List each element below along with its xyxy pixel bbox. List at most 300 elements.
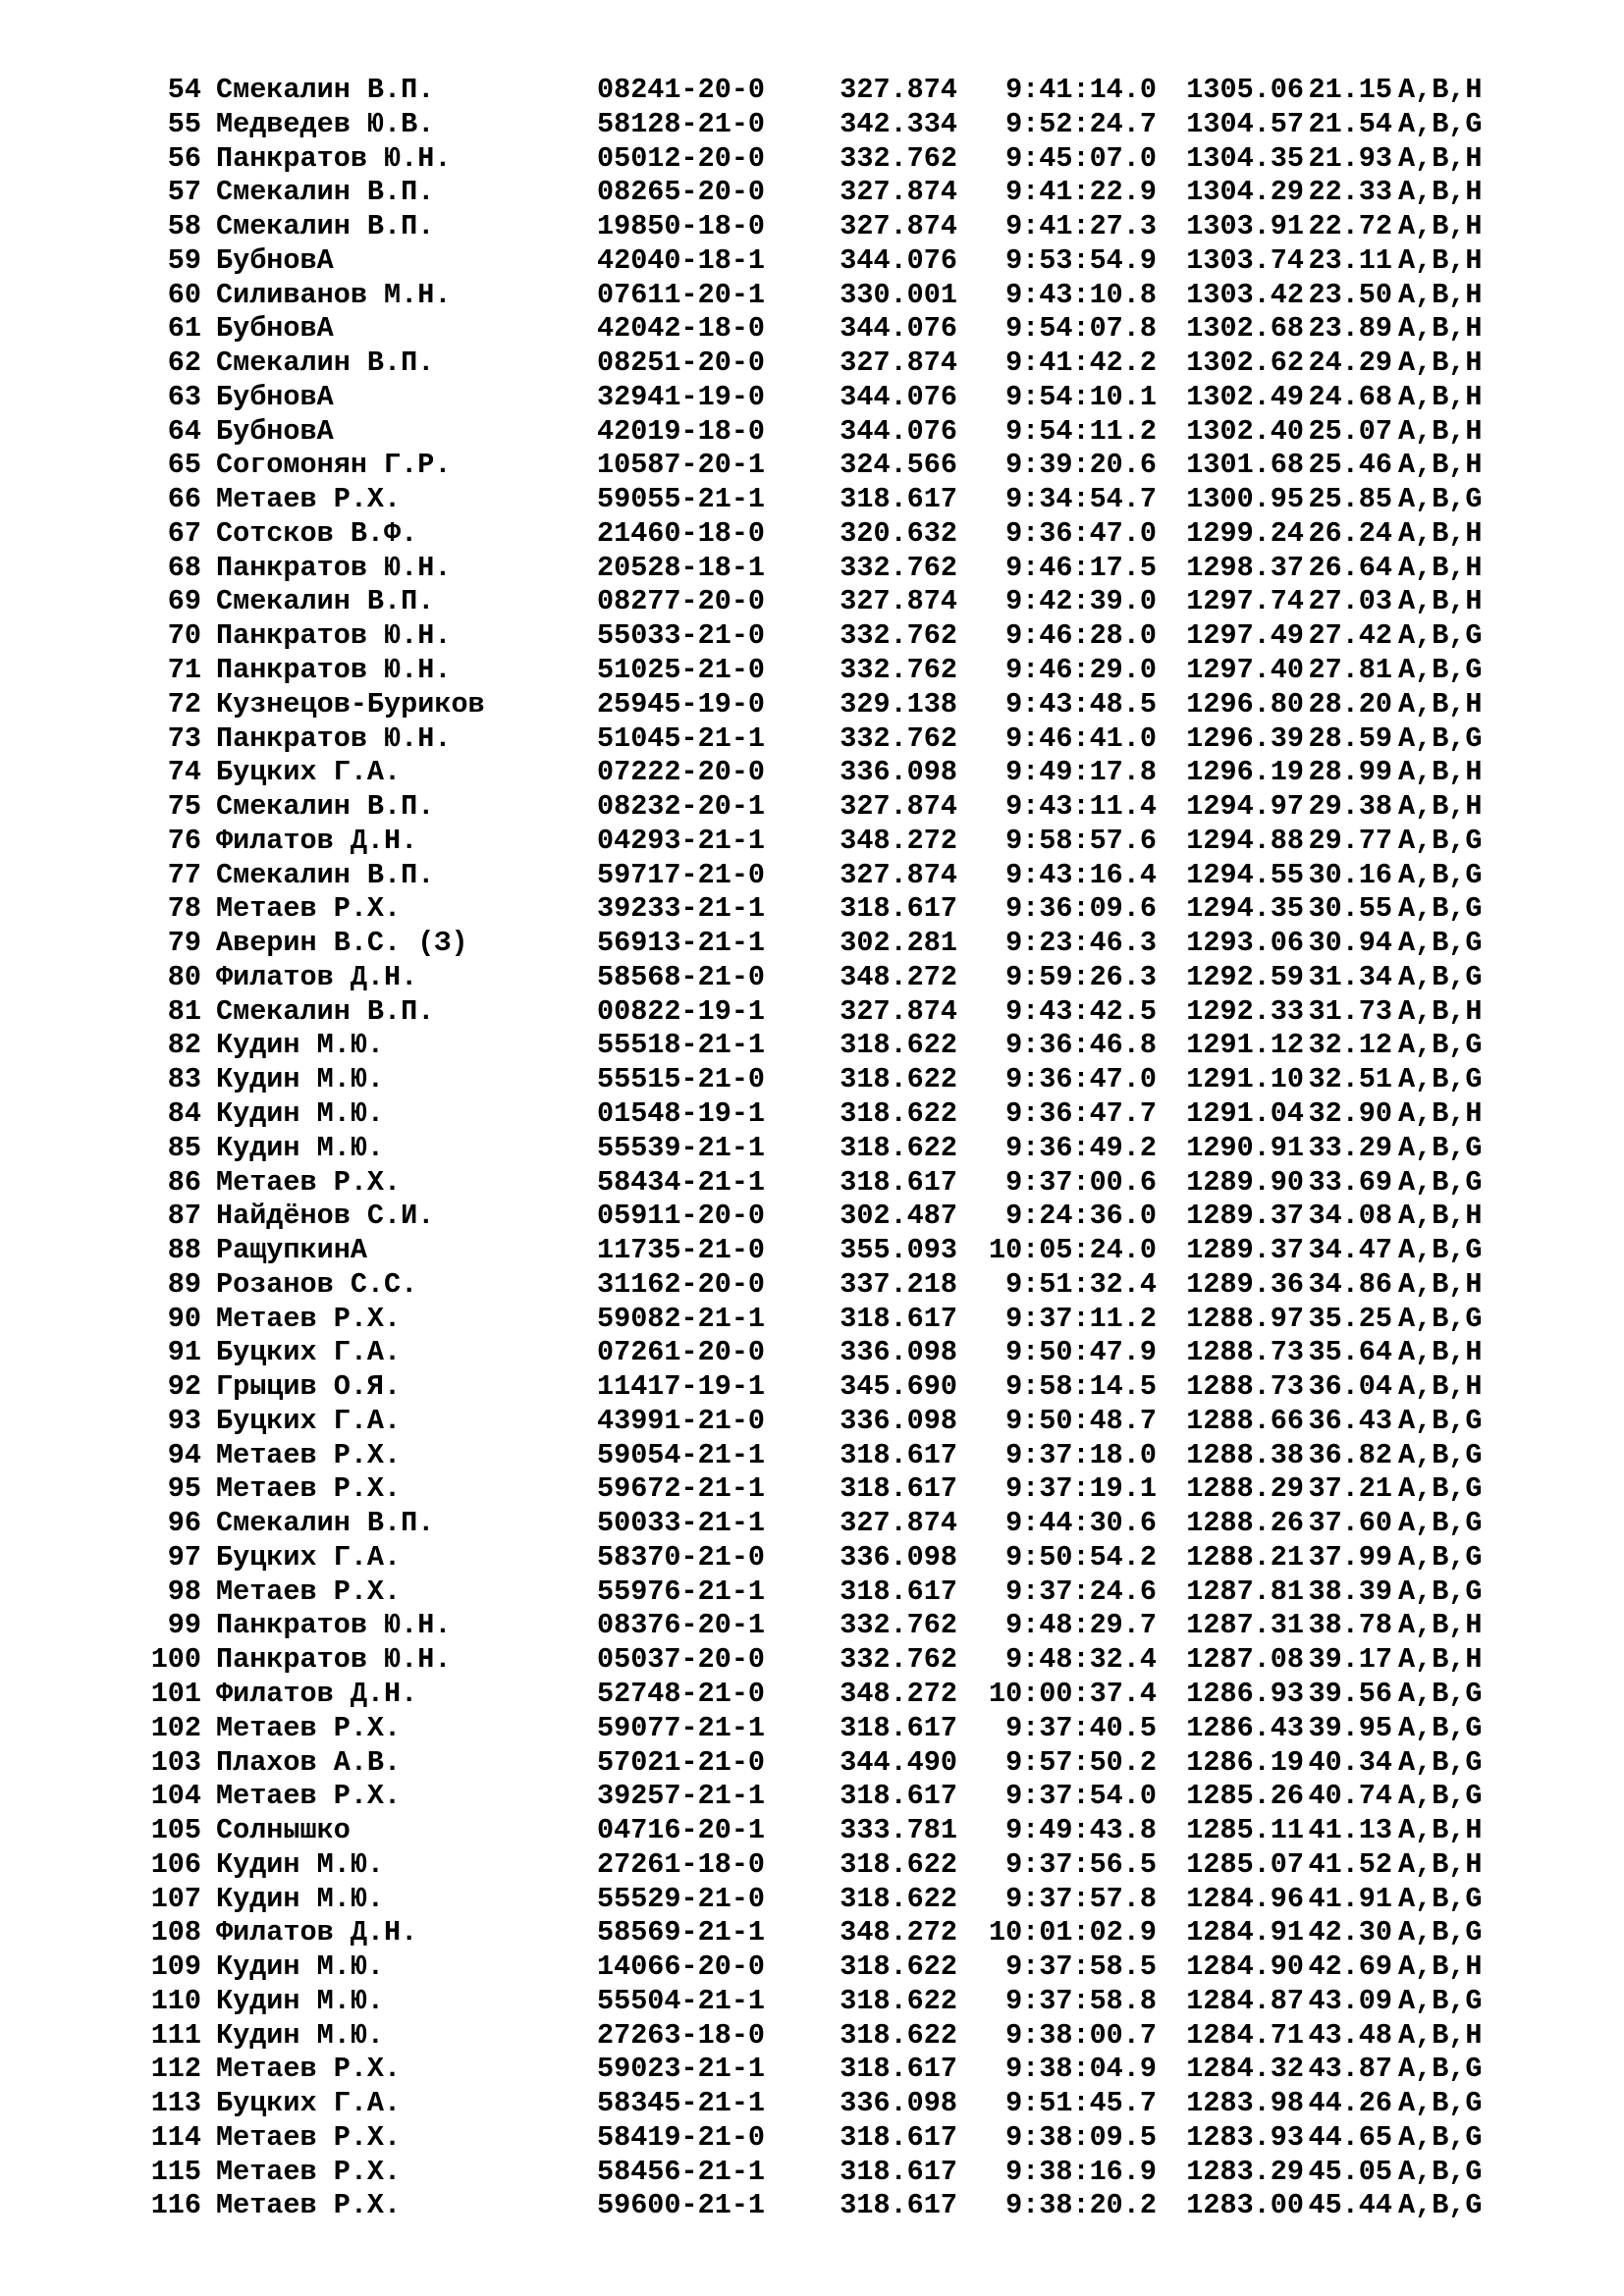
speed-cell: 1299.24 — [1186, 516, 1304, 550]
coefficient-cell: 31.34 — [1308, 960, 1392, 993]
fancier-name-cell: Панкратов Ю.Н. — [216, 141, 452, 175]
fancier-name-cell: Метаев Р.Х. — [216, 2189, 402, 2222]
place-cell: 89 — [167, 1267, 201, 1301]
speed-cell: 1291.12 — [1186, 1029, 1304, 1062]
place-cell: 54 — [167, 74, 201, 106]
distance-cell: 318.622 — [839, 1029, 957, 1062]
table-row — [0, 1814, 1624, 1848]
distance-cell: 329.138 — [839, 687, 957, 721]
place-cell: 95 — [167, 1472, 201, 1506]
table-row — [0, 654, 1624, 688]
place-cell: 57 — [167, 176, 201, 209]
speed-cell: 1300.95 — [1186, 483, 1304, 516]
speed-cell: 1297.74 — [1186, 585, 1304, 618]
speed-cell: 1302.49 — [1186, 380, 1304, 413]
coefficient-cell: 43.87 — [1308, 2053, 1392, 2086]
ring-number-cell: 42040-18-1 — [597, 243, 766, 277]
place-cell: 90 — [167, 1302, 201, 1335]
groups-cell: A,B,H — [1398, 176, 1483, 209]
speed-cell: 1304.57 — [1186, 107, 1304, 140]
distance-cell: 332.762 — [839, 721, 957, 755]
distance-cell: 327.874 — [839, 74, 957, 106]
table-row — [0, 2156, 1624, 2190]
arrival-time-cell: 10:05:24.0 — [988, 1234, 1157, 1267]
ring-number-cell: 39257-21-1 — [597, 1780, 766, 1813]
fancier-name-cell: Плахов А.В. — [216, 1745, 402, 1779]
fancier-name-cell: Смекалин В.П. — [216, 210, 435, 243]
distance-cell: 318.622 — [839, 1096, 957, 1130]
fancier-name-cell: Смекалин В.П. — [216, 858, 435, 891]
table-row — [0, 244, 1624, 279]
arrival-time-cell: 9:37:24.6 — [1005, 1575, 1157, 1608]
distance-cell: 302.487 — [839, 1200, 957, 1233]
coefficient-cell: 42.69 — [1308, 1950, 1392, 1984]
fancier-name-cell: Кудин М.Ю. — [216, 1847, 385, 1881]
arrival-time-cell: 9:24:36.0 — [1005, 1200, 1157, 1233]
arrival-time-cell: 9:37:11.2 — [1005, 1302, 1157, 1335]
fancier-name-cell: Солнышко — [216, 1814, 351, 1847]
groups-cell: A,B,G — [1398, 654, 1483, 687]
ring-number-cell: 59082-21-1 — [597, 1302, 766, 1335]
fancier-name-cell: БубновА — [216, 243, 334, 277]
table-row — [0, 859, 1624, 893]
distance-cell: 318.617 — [839, 1575, 957, 1608]
groups-cell: A,B,G — [1398, 1438, 1483, 1471]
groups-cell: A,B,G — [1398, 892, 1483, 926]
ring-number-cell: 43991-21-0 — [597, 1404, 766, 1437]
fancier-name-cell: Кудин М.Ю. — [216, 1882, 385, 1915]
coefficient-cell: 29.38 — [1308, 790, 1392, 824]
place-cell: 98 — [167, 1575, 201, 1608]
distance-cell: 318.617 — [839, 2053, 957, 2086]
place-cell: 110 — [150, 1984, 201, 2017]
place-cell: 59 — [167, 243, 201, 277]
fancier-name-cell: БубновА — [216, 380, 334, 413]
coefficient-cell: 27.81 — [1308, 654, 1392, 687]
table-row — [0, 176, 1624, 210]
table-row — [0, 585, 1624, 619]
speed-cell: 1301.68 — [1186, 449, 1304, 482]
arrival-time-cell: 9:45:07.0 — [1005, 141, 1157, 175]
ring-number-cell: 59077-21-1 — [597, 1711, 766, 1744]
place-cell: 80 — [167, 960, 201, 993]
table-row — [0, 2189, 1624, 2223]
place-cell: 100 — [150, 1643, 201, 1677]
groups-cell: A,B,H — [1398, 687, 1483, 721]
table-row — [0, 142, 1624, 177]
distance-cell: 355.093 — [839, 1234, 957, 1267]
ring-number-cell: 58128-21-0 — [597, 107, 766, 140]
arrival-time-cell: 9:48:29.7 — [1005, 1609, 1157, 1642]
groups-cell: A,B,H — [1398, 449, 1483, 482]
table-row — [0, 1780, 1624, 1814]
groups-cell: A,B,H — [1398, 1950, 1483, 1984]
arrival-time-cell: 9:59:26.3 — [1005, 960, 1157, 993]
place-cell: 116 — [150, 2189, 201, 2222]
ring-number-cell: 27261-18-0 — [597, 1847, 766, 1881]
speed-cell: 1303.42 — [1186, 278, 1304, 311]
coefficient-cell: 44.26 — [1308, 2087, 1392, 2120]
speed-cell: 1291.04 — [1186, 1096, 1304, 1130]
coefficient-cell: 30.55 — [1308, 892, 1392, 926]
fancier-name-cell: Метаев Р.Х. — [216, 1438, 402, 1471]
arrival-time-cell: 9:37:58.8 — [1005, 1984, 1157, 2017]
fancier-name-cell: Метаев Р.Х. — [216, 2120, 402, 2154]
arrival-time-cell: 9:38:20.2 — [1005, 2189, 1157, 2222]
ring-number-cell: 08277-20-0 — [597, 585, 766, 618]
speed-cell: 1289.90 — [1186, 1165, 1304, 1199]
place-cell: 97 — [167, 1540, 201, 1574]
coefficient-cell: 34.08 — [1308, 1200, 1392, 1233]
speed-cell: 1284.90 — [1186, 1950, 1304, 1984]
distance-cell: 318.617 — [839, 1165, 957, 1199]
fancier-name-cell: Аверин В.С. (З) — [216, 927, 468, 960]
coefficient-cell: 28.59 — [1308, 721, 1392, 755]
place-cell: 111 — [150, 2018, 201, 2052]
distance-cell: 332.762 — [839, 654, 957, 687]
groups-cell: A,B,H — [1398, 210, 1483, 243]
speed-cell: 1294.88 — [1186, 824, 1304, 857]
speed-cell: 1283.93 — [1186, 2120, 1304, 2154]
ring-number-cell: 58456-21-1 — [597, 2155, 766, 2188]
arrival-time-cell: 9:48:32.4 — [1005, 1643, 1157, 1677]
speed-cell: 1289.36 — [1186, 1267, 1304, 1301]
ring-number-cell: 50033-21-1 — [597, 1507, 766, 1540]
fancier-name-cell: Панкратов Ю.Н. — [216, 551, 452, 584]
place-cell: 64 — [167, 414, 201, 448]
speed-cell: 1286.19 — [1186, 1745, 1304, 1779]
distance-cell: 333.781 — [839, 1814, 957, 1847]
table-row — [0, 1678, 1624, 1712]
coefficient-cell: 22.33 — [1308, 176, 1392, 209]
arrival-time-cell: 9:36:49.2 — [1005, 1131, 1157, 1164]
table-row — [0, 961, 1624, 995]
place-cell: 92 — [167, 1370, 201, 1404]
coefficient-cell: 27.42 — [1308, 619, 1392, 653]
place-cell: 85 — [167, 1131, 201, 1164]
coefficient-cell: 43.48 — [1308, 2018, 1392, 2052]
coefficient-cell: 41.91 — [1308, 1882, 1392, 1915]
place-cell: 72 — [167, 687, 201, 721]
arrival-time-cell: 9:41:42.2 — [1005, 347, 1157, 380]
groups-cell: A,B,G — [1398, 721, 1483, 755]
fancier-name-cell: Панкратов Ю.Н. — [216, 654, 452, 687]
distance-cell: 332.762 — [839, 619, 957, 653]
ring-number-cell: 55515-21-0 — [597, 1063, 766, 1096]
groups-cell: A,B,H — [1398, 312, 1483, 346]
arrival-time-cell: 9:49:17.8 — [1005, 756, 1157, 789]
groups-cell: A,B,G — [1398, 1711, 1483, 1744]
ring-number-cell: 27263-18-0 — [597, 2018, 766, 2052]
place-cell: 68 — [167, 551, 201, 584]
place-cell: 91 — [167, 1336, 201, 1369]
table-row — [0, 1200, 1624, 1234]
distance-cell: 318.617 — [839, 2120, 957, 2154]
table-row — [0, 1029, 1624, 1063]
fancier-name-cell: Кудин М.Ю. — [216, 1029, 385, 1062]
coefficient-cell: 36.04 — [1308, 1370, 1392, 1404]
table-row — [0, 1950, 1624, 1985]
table-row — [0, 1712, 1624, 1746]
groups-cell: A,B,H — [1398, 1643, 1483, 1677]
ring-number-cell: 42042-18-0 — [597, 312, 766, 346]
arrival-time-cell: 9:50:48.7 — [1005, 1404, 1157, 1437]
distance-cell: 327.874 — [839, 176, 957, 209]
place-cell: 66 — [167, 483, 201, 516]
coefficient-cell: 35.25 — [1308, 1302, 1392, 1335]
distance-cell: 336.098 — [839, 2087, 957, 2120]
groups-cell: A,B,H — [1398, 141, 1483, 175]
fancier-name-cell: Силиванов М.Н. — [216, 278, 452, 311]
ring-number-cell: 05012-20-0 — [597, 141, 766, 175]
place-cell: 77 — [167, 858, 201, 891]
speed-cell: 1294.97 — [1186, 790, 1304, 824]
distance-cell: 318.622 — [839, 2018, 957, 2052]
fancier-name-cell: Метаев Р.Х. — [216, 1302, 402, 1335]
speed-cell: 1302.40 — [1186, 414, 1304, 448]
fancier-name-cell: Кудин М.Ю. — [216, 1096, 385, 1130]
ring-number-cell: 51025-21-0 — [597, 654, 766, 687]
ring-number-cell: 55529-21-0 — [597, 1882, 766, 1915]
distance-cell: 330.001 — [839, 278, 957, 311]
groups-cell: A,B,G — [1398, 1029, 1483, 1062]
groups-cell: A,B,H — [1398, 994, 1483, 1028]
place-cell: 69 — [167, 585, 201, 618]
speed-cell: 1303.74 — [1186, 243, 1304, 277]
speed-cell: 1287.81 — [1186, 1575, 1304, 1608]
speed-cell: 1302.62 — [1186, 347, 1304, 380]
coefficient-cell: 40.74 — [1308, 1780, 1392, 1813]
fancier-name-cell: БубновА — [216, 312, 334, 346]
distance-cell: 318.622 — [839, 1950, 957, 1984]
coefficient-cell: 25.07 — [1308, 414, 1392, 448]
arrival-time-cell: 9:58:14.5 — [1005, 1370, 1157, 1404]
speed-cell: 1286.93 — [1186, 1677, 1304, 1710]
ring-number-cell: 59672-21-1 — [597, 1472, 766, 1506]
fancier-name-cell: Метаев Р.Х. — [216, 1575, 402, 1608]
distance-cell: 318.617 — [839, 1438, 957, 1471]
groups-cell: A,B,H — [1398, 2018, 1483, 2052]
place-cell: 105 — [150, 1814, 201, 1847]
distance-cell: 327.874 — [839, 585, 957, 618]
coefficient-cell: 44.65 — [1308, 2120, 1392, 2154]
fancier-name-cell: Кудин М.Ю. — [216, 1063, 385, 1096]
coefficient-cell: 29.77 — [1308, 824, 1392, 857]
ring-number-cell: 08232-20-1 — [597, 790, 766, 824]
distance-cell: 336.098 — [839, 1336, 957, 1369]
ring-number-cell: 11735-21-0 — [597, 1234, 766, 1267]
coefficient-cell: 25.85 — [1308, 483, 1392, 516]
fancier-name-cell: Смекалин В.П. — [216, 176, 435, 209]
speed-cell: 1297.49 — [1186, 619, 1304, 653]
ring-number-cell: 59023-21-1 — [597, 2053, 766, 2086]
coefficient-cell: 26.64 — [1308, 551, 1392, 584]
fancier-name-cell: Смекалин В.П. — [216, 790, 435, 824]
table-row — [0, 1132, 1624, 1166]
table-row — [0, 108, 1624, 142]
fancier-name-cell: Кудин М.Ю. — [216, 1131, 385, 1164]
groups-cell: A,B,G — [1398, 2155, 1483, 2188]
ring-number-cell: 55976-21-1 — [597, 1575, 766, 1608]
speed-cell: 1290.91 — [1186, 1131, 1304, 1164]
table-row — [0, 2087, 1624, 2121]
arrival-time-cell: 9:58:57.6 — [1005, 824, 1157, 857]
arrival-time-cell: 9:37:18.0 — [1005, 1438, 1157, 1471]
table-row — [0, 1268, 1624, 1303]
speed-cell: 1288.73 — [1186, 1370, 1304, 1404]
ring-number-cell: 56913-21-1 — [597, 927, 766, 960]
arrival-time-cell: 9:57:50.2 — [1005, 1745, 1157, 1779]
place-cell: 63 — [167, 380, 201, 413]
ring-number-cell: 55033-21-0 — [597, 619, 766, 653]
ring-number-cell: 21460-18-0 — [597, 516, 766, 550]
table-row — [0, 1097, 1624, 1132]
coefficient-cell: 28.20 — [1308, 687, 1392, 721]
coefficient-cell: 31.73 — [1308, 994, 1392, 1028]
groups-cell: A,B,H — [1398, 1847, 1483, 1881]
speed-cell: 1296.39 — [1186, 721, 1304, 755]
arrival-time-cell: 9:44:30.6 — [1005, 1507, 1157, 1540]
groups-cell: A,B,H — [1398, 414, 1483, 448]
place-cell: 75 — [167, 790, 201, 824]
fancier-name-cell: Смекалин В.П. — [216, 74, 435, 106]
place-cell: 73 — [167, 721, 201, 755]
place-cell: 88 — [167, 1234, 201, 1267]
arrival-time-cell: 9:52:24.7 — [1005, 107, 1157, 140]
groups-cell: A,B,H — [1398, 347, 1483, 380]
ring-number-cell: 55539-21-1 — [597, 1131, 766, 1164]
ring-number-cell: 10587-20-1 — [597, 449, 766, 482]
ring-number-cell: 08251-20-0 — [597, 347, 766, 380]
distance-cell: 345.690 — [839, 1370, 957, 1404]
groups-cell: A,B,G — [1398, 1677, 1483, 1710]
ring-number-cell: 01548-19-1 — [597, 1096, 766, 1130]
distance-cell: 318.617 — [839, 892, 957, 926]
ring-number-cell: 58370-21-0 — [597, 1540, 766, 1574]
place-cell: 70 — [167, 619, 201, 653]
arrival-time-cell: 9:54:10.1 — [1005, 380, 1157, 413]
groups-cell: A,B,G — [1398, 2189, 1483, 2222]
fancier-name-cell: БубновА — [216, 414, 334, 448]
fancier-name-cell: Буцких Г.А. — [216, 1336, 402, 1369]
groups-cell: A,B,H — [1398, 516, 1483, 550]
distance-cell: 332.762 — [839, 1609, 957, 1642]
speed-cell: 1287.08 — [1186, 1643, 1304, 1677]
groups-cell: A,B,G — [1398, 1063, 1483, 1096]
fancier-name-cell: Кузнецов-Буриков — [216, 687, 485, 721]
place-cell: 99 — [167, 1609, 201, 1642]
speed-cell: 1288.21 — [1186, 1540, 1304, 1574]
groups-cell: A,B,H — [1398, 551, 1483, 584]
distance-cell: 336.098 — [839, 756, 957, 789]
speed-cell: 1296.19 — [1186, 756, 1304, 789]
place-cell: 58 — [167, 210, 201, 243]
table-row — [0, 1336, 1624, 1370]
speed-cell: 1284.71 — [1186, 2018, 1304, 2052]
groups-cell: A,B,H — [1398, 585, 1483, 618]
distance-cell: 318.617 — [839, 2155, 957, 2188]
place-cell: 114 — [150, 2120, 201, 2154]
fancier-name-cell: Панкратов Ю.Н. — [216, 1643, 452, 1677]
distance-cell: 344.076 — [839, 312, 957, 346]
arrival-time-cell: 9:36:09.6 — [1005, 892, 1157, 926]
place-cell: 81 — [167, 994, 201, 1028]
arrival-time-cell: 9:23:46.3 — [1005, 927, 1157, 960]
arrival-time-cell: 9:54:07.8 — [1005, 312, 1157, 346]
place-cell: 71 — [167, 654, 201, 687]
ring-number-cell: 58419-21-0 — [597, 2120, 766, 2154]
arrival-time-cell: 9:36:47.0 — [1005, 516, 1157, 550]
place-cell: 78 — [167, 892, 201, 926]
coefficient-cell: 32.90 — [1308, 1096, 1392, 1130]
place-cell: 74 — [167, 756, 201, 789]
arrival-time-cell: 9:51:32.4 — [1005, 1267, 1157, 1301]
coefficient-cell: 21.93 — [1308, 141, 1392, 175]
groups-cell: A,B,G — [1398, 1165, 1483, 1199]
distance-cell: 327.874 — [839, 994, 957, 1028]
fancier-name-cell: Панкратов Ю.Н. — [216, 619, 452, 653]
groups-cell: A,B,H — [1398, 1267, 1483, 1301]
groups-cell: A,B,G — [1398, 1984, 1483, 2017]
fancier-name-cell: Филатов Д.Н. — [216, 1916, 418, 1949]
coefficient-cell: 38.39 — [1308, 1575, 1392, 1608]
ring-number-cell: 20528-18-1 — [597, 551, 766, 584]
speed-cell: 1285.26 — [1186, 1780, 1304, 1813]
coefficient-cell: 40.34 — [1308, 1745, 1392, 1779]
table-row — [0, 347, 1624, 381]
coefficient-cell: 42.30 — [1308, 1916, 1392, 1949]
groups-cell: A,B,G — [1398, 1404, 1483, 1437]
speed-cell: 1288.26 — [1186, 1507, 1304, 1540]
table-row — [0, 1303, 1624, 1337]
distance-cell: 318.617 — [839, 1780, 957, 1813]
fancier-name-cell: РащупкинА — [216, 1234, 367, 1267]
coefficient-cell: 21.15 — [1308, 74, 1392, 106]
table-row — [0, 927, 1624, 961]
coefficient-cell: 33.69 — [1308, 1165, 1392, 1199]
distance-cell: 327.874 — [839, 1507, 957, 1540]
distance-cell: 332.762 — [839, 1643, 957, 1677]
coefficient-cell: 34.47 — [1308, 1234, 1392, 1267]
arrival-time-cell: 9:43:10.8 — [1005, 278, 1157, 311]
distance-cell: 318.622 — [839, 1882, 957, 1915]
arrival-time-cell: 9:37:56.5 — [1005, 1847, 1157, 1881]
coefficient-cell: 30.94 — [1308, 927, 1392, 960]
table-row — [0, 1166, 1624, 1201]
arrival-time-cell: 9:37:58.5 — [1005, 1950, 1157, 1984]
coefficient-cell: 25.46 — [1308, 449, 1392, 482]
place-cell: 115 — [150, 2155, 201, 2188]
table-row — [0, 552, 1624, 586]
speed-cell: 1296.80 — [1186, 687, 1304, 721]
place-cell: 106 — [150, 1847, 201, 1881]
fancier-name-cell: Метаев Р.Х. — [216, 2053, 402, 2086]
arrival-time-cell: 9:49:43.8 — [1005, 1814, 1157, 1847]
table-row — [0, 449, 1624, 483]
speed-cell: 1293.06 — [1186, 927, 1304, 960]
fancier-name-cell: Буцких Г.А. — [216, 1540, 402, 1574]
coefficient-cell: 23.11 — [1308, 243, 1392, 277]
arrival-time-cell: 9:41:14.0 — [1005, 74, 1157, 106]
table-row — [0, 1439, 1624, 1473]
speed-cell: 1283.00 — [1186, 2189, 1304, 2222]
table-row — [0, 1063, 1624, 1097]
fancier-name-cell: Метаев Р.Х. — [216, 892, 402, 926]
place-cell: 108 — [150, 1916, 201, 1949]
arrival-time-cell: 9:46:29.0 — [1005, 654, 1157, 687]
fancier-name-cell: Филатов Д.Н. — [216, 960, 418, 993]
place-cell: 82 — [167, 1029, 201, 1062]
